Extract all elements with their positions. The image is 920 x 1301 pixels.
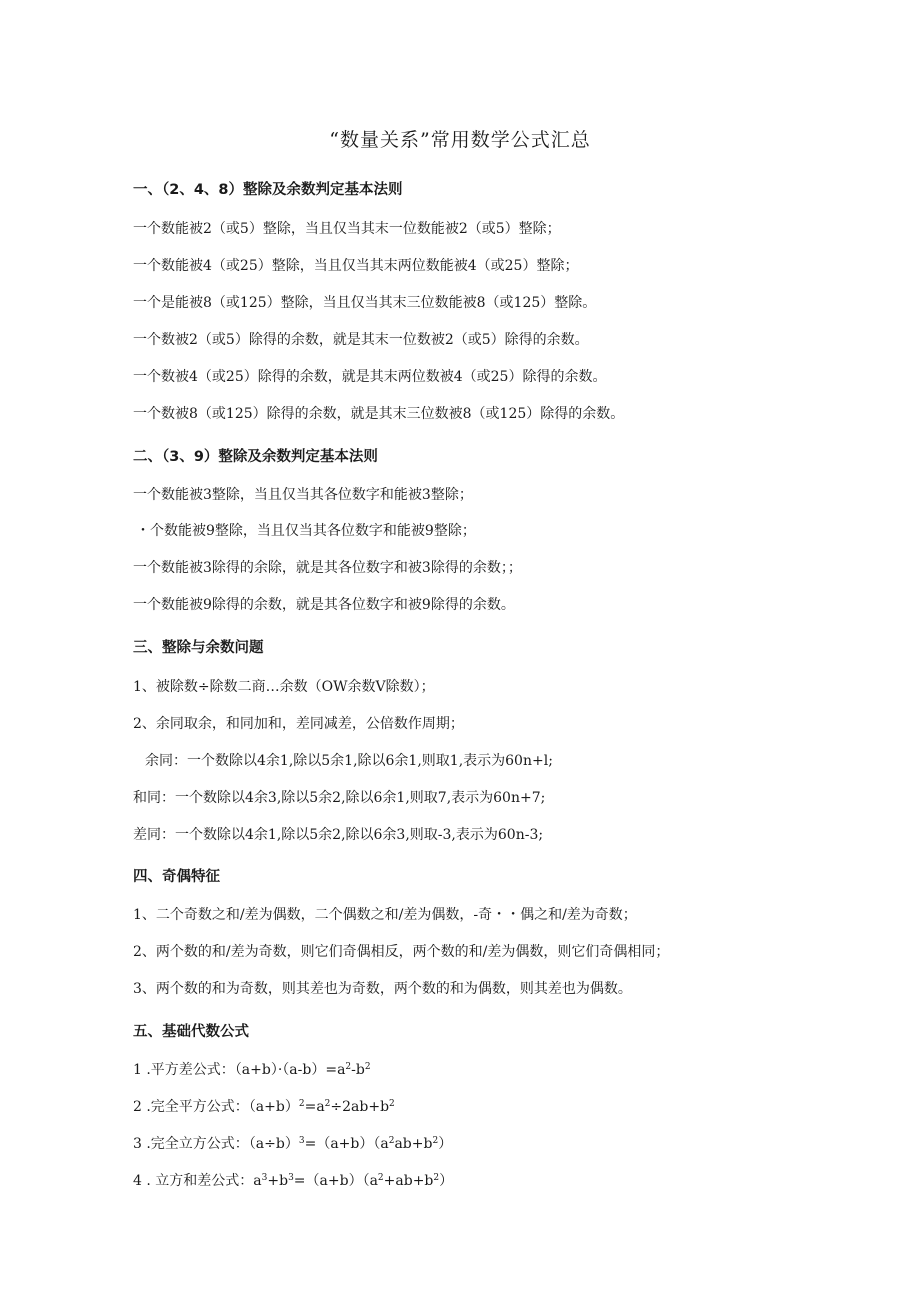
- formula-difference-of-squares: [133, 1059, 371, 1079]
- section-2-line-4: 一个数能被9除得的余数，就是其各位数字和被9除得的余数。: [133, 597, 515, 613]
- formula-part: ab+b: [394, 1136, 433, 1152]
- formula-sum-of-cubes: [133, 1170, 453, 1190]
- formula-label: 2 .完全平方公式：: [133, 1099, 249, 1115]
- formula-perfect-cube: [133, 1133, 452, 1153]
- section-4-line-3: 3、两个数的和为奇数，则其差也为奇数，两个数的和为偶数，则其差也为偶数。: [133, 981, 632, 997]
- formula-part: =a: [304, 1099, 325, 1115]
- formula-part: ）: [438, 1136, 453, 1152]
- section-1-line-3: 一个是能被8（或125）整除，当且仅当其末三位数能被8（或125）整除。: [133, 295, 597, 311]
- formula-exponent: 3: [288, 1173, 294, 1183]
- section-3-heading: 三、整除与余数问题: [133, 640, 264, 656]
- formula-exponent: 2: [433, 1173, 440, 1183]
- formula-part: （a÷b）: [248, 1136, 299, 1152]
- section-4-line-2: 2、两个数的和/差为奇数，则它们奇偶相反，两个数的和/差为偶数，则它们奇偶相同；: [133, 944, 670, 960]
- section-1-line-5: 一个数被4（或25）除得的余数，就是其末两位数被4（或25）除得的余数。: [133, 369, 607, 385]
- formula-exponent: 2: [364, 1062, 371, 1072]
- formula-label: 4 . 立方和差公式：: [133, 1173, 254, 1189]
- formula-part: （a+b）: [248, 1099, 299, 1115]
- formula-part: ）: [439, 1173, 454, 1189]
- section-1-line-2: 一个数能被4（或25）整除，当且仅当其末两位数能被4（或25）整除；: [133, 258, 579, 274]
- formula-exponent: 2: [388, 1136, 395, 1146]
- section-3-line-5: 差同：一个数除以4余1,除以5余2,除以6余3,则取-3,表示为60n-3;: [133, 827, 544, 843]
- section-1-line-4: 一个数被2（或5）除得的余数，就是其末一位数被2（或5）除得的余数。: [133, 332, 589, 348]
- formula-label: 1 .平方差公式：: [133, 1062, 235, 1078]
- formula-part: ÷2ab+b: [330, 1099, 390, 1115]
- section-2-line-1: 一个数能被3整除，当且仅当其各位数字和能被3整除；: [133, 487, 473, 503]
- formula-part: =（a+b）（a: [293, 1173, 378, 1189]
- formula-exponent: 2: [432, 1136, 439, 1146]
- document-title: “数量关系”常用数学公式汇总: [329, 129, 591, 151]
- formula-exponent: 2: [324, 1099, 331, 1109]
- formula-part: a: [253, 1173, 262, 1189]
- formula-exponent: 2: [298, 1099, 305, 1109]
- section-5-heading: 五、基础代数公式: [133, 1024, 249, 1040]
- formula-part: +ab+b: [383, 1173, 434, 1189]
- section-3-line-4: 和同：一个数除以4余3,除以5余2,除以6余1,则取7,表示为60n+7;: [133, 790, 546, 806]
- section-2-line-3: 一个数能被3除得的余除，就是其各位数字和被3除得的余数；；: [133, 560, 522, 576]
- formula-part: （a+b）·（a-b）=a: [234, 1062, 346, 1078]
- formula-part: =（a+b）（a: [304, 1136, 389, 1152]
- section-2-heading: 二、（3、9）整除及余数判定基本法则: [133, 449, 378, 465]
- section-1-line-6: 一个数被8（或125）除得的余数，就是其末三位数被8（或125）除得的余数。: [133, 406, 625, 422]
- formula-part: -b: [351, 1062, 365, 1078]
- formula-exponent: 2: [345, 1062, 352, 1072]
- formula-perfect-square: [133, 1096, 395, 1116]
- section-3-line-3: 余同：一个数除以4余1,除以5余1,除以6余1,则取1,表示为60n+l;: [145, 753, 553, 769]
- formula-exponent: 2: [389, 1099, 395, 1109]
- section-1-line-1: 一个数能被2（或5）整除，当且仅当其末一位数能被2（或5）整除；: [133, 221, 561, 237]
- formula-label: 3 .完全立方公式：: [133, 1136, 249, 1152]
- section-4-line-1: 1、二个奇数之和/差为偶数，二个偶数之和/差为偶数，-奇・・偶之和/差为奇数；: [133, 907, 637, 923]
- section-2-line-2: ・个数能被9整除，当且仅当其各位数字和能被9整除；: [136, 523, 476, 539]
- section-3-line-2: 2、余同取余，和同加和，差同减差，公倍数作周期；: [133, 716, 464, 732]
- formula-exponent: 3: [261, 1173, 268, 1183]
- formula-exponent: 2: [377, 1173, 384, 1183]
- formula-exponent: 3: [298, 1136, 305, 1146]
- section-3-line-1: 1、被除数÷除数二商…余数（OW余数V除数）；: [133, 679, 435, 695]
- section-1-heading: 一、（2、4、8）整除及余数判定基本法则: [133, 182, 403, 198]
- formula-part: +b: [267, 1173, 289, 1189]
- section-4-heading: 四、奇偶特征: [133, 869, 220, 885]
